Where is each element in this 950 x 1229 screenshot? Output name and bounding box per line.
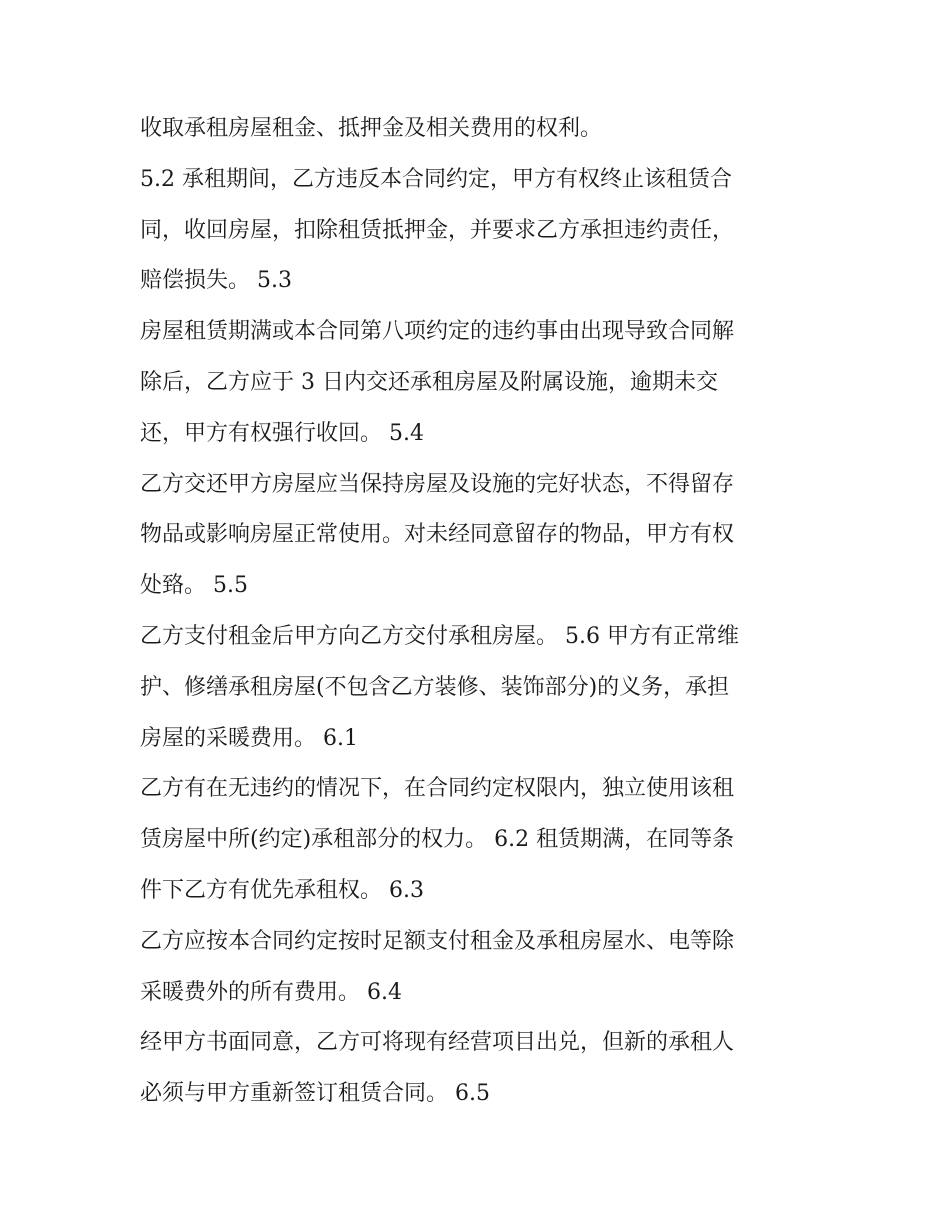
text-line: 除后，乙方应于 3 日内交还承租房屋及附属设施，逾期未交 bbox=[140, 369, 718, 395]
text-line: 房屋租赁期满或本合同第八项约定的违约事由出现导致合同解 bbox=[140, 319, 735, 345]
text-line: 同，收回房屋，扣除租赁抵押金，并要求乙方承担违约责任， bbox=[140, 217, 735, 243]
text-line: 物品或影响房屋正常使用。对未经同意留存的物品，甲方有权 bbox=[140, 522, 735, 548]
text-line: 乙方交还甲方房屋应当保持房屋及设施的完好状态，不得留存 bbox=[140, 471, 735, 497]
text-line: 乙方有在无违约的情况下，在合同约定权限内，独立使用该租 bbox=[140, 776, 735, 802]
text-line: 件下乙方有优先承租权。 6.3 bbox=[140, 877, 424, 903]
text-line: 赔偿损失。 5.3 bbox=[140, 268, 292, 294]
text-line: 护、修缮承租房屋(不包含乙方装修、装饰部分)的义务，承担 bbox=[140, 674, 730, 700]
contract-text-body bbox=[140, 104, 830, 1120]
text-line: 处臵。 5.5 bbox=[140, 573, 248, 599]
text-line: 收取承租房屋租金、抵押金及相关费用的权利。 bbox=[140, 116, 603, 141]
text-line: 采暖费外的所有费用。 6.4 bbox=[140, 979, 402, 1005]
text-line: 必须与甲方重新签订租赁合同。 6.5 bbox=[140, 1081, 490, 1107]
text-line: 5.2 承租期间，乙方违反本合同约定，甲方有权终止该租赁合 bbox=[140, 166, 732, 192]
text-line: 还，甲方有权强行收回。 5.4 bbox=[140, 420, 424, 446]
text-line: 乙方支付租金后甲方向乙方交付承租房屋。 5.6 甲方有正常维 bbox=[140, 623, 739, 649]
text-line: 赁房屋中所(约定)承租部分的权力。 6.2 租赁期满，在同等条 bbox=[140, 827, 735, 853]
text-line: 经甲方书面同意，乙方可将现有经营项目出兑，但新的承租人 bbox=[140, 1030, 735, 1056]
text-line: 乙方应按本合同约定按时足额支付租金及承租房屋水、电等除 bbox=[140, 928, 735, 954]
text-line: 房屋的采暖费用。 6.1 bbox=[140, 725, 358, 751]
